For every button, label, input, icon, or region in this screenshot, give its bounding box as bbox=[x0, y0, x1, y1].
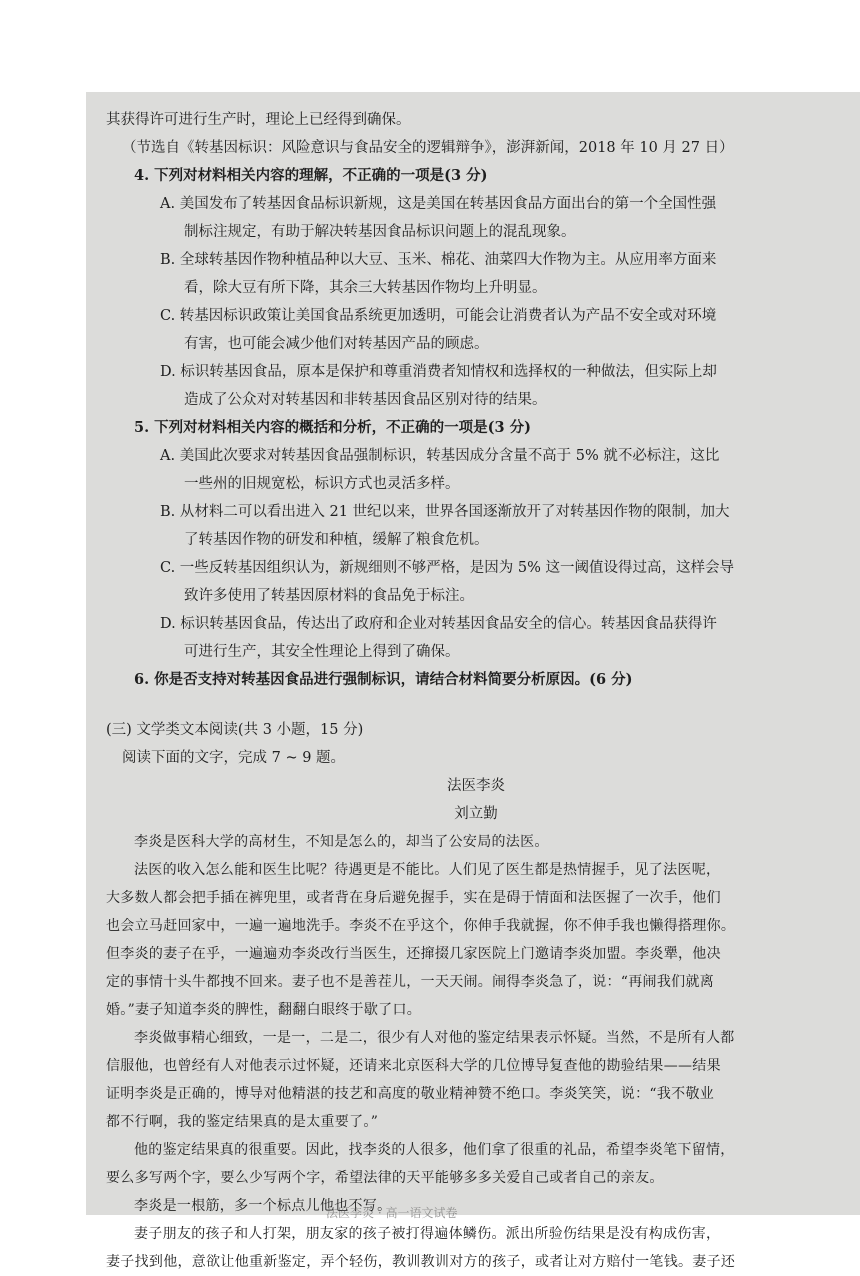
story-line: 但李炎的妻子在乎，一遍遍劝李炎改行当医生，还撺掇几家医院上门邀请李炎加盟。李炎犟，他决 bbox=[106, 946, 721, 962]
q5-option-b: B. 从材料二可以看出进入 21 世纪以来，世界各国逐渐放开了对转基因作物的限制，加大 bbox=[160, 504, 730, 520]
q5-option-d-cont: 可进行生产，其安全性理论上得到了确保。 bbox=[184, 644, 460, 660]
q4-option-d-cont: 造成了公众对对转基因和非转基因食品区别对待的结果。 bbox=[184, 392, 547, 408]
story-line: 证明李炎是正确的，博导对他精湛的技艺和高度的敬业精神赞不绝口。李炎笑笑，说：“我不敬业 bbox=[106, 1086, 715, 1102]
story-paragraph-2: 法医的收入怎么能和医生比呢？待遇更是不能比。人们见了医生都是热情握手，见了法医呢， bbox=[134, 862, 721, 878]
story-line: 要么多写两个字，要么少写两个字，希望法律的天平能够多多关爱自己或者自己的亲友。 bbox=[106, 1170, 664, 1186]
story-line: 也会立马赶回家中，一遍一遍地洗手。李炎不在乎这个，你伸手我就握，你不伸手我也懒得搭理你。 bbox=[106, 918, 736, 934]
q5-option-b-cont: 了转基因作物的研发和种植，缓解了粮食危机。 bbox=[184, 532, 489, 548]
question-4-stem: 4. 下列对材料相关内容的理解，不正确的一项是(3 分) bbox=[134, 167, 488, 184]
q4-option-c: C. 转基因标识政策让美国食品系统更加透明，可能会让消费者认为产品不安全或对环境 bbox=[160, 308, 717, 324]
story-author: 刘立勤 bbox=[454, 806, 498, 822]
q4-option-b-cont: 看，除大豆有所下降，其余三大转基因作物均上升明显。 bbox=[184, 280, 547, 296]
exam-page bbox=[86, 92, 860, 1270]
story-body bbox=[106, 828, 846, 1276]
carry-over-line: 其获得许可进行生产时，理论上已经得到确保。 bbox=[106, 112, 411, 128]
story-paragraph-3: 李炎做事精心细致，一是一，二是二，很少有人对他的鉴定结果表示怀疑。当然，不是所有人都 bbox=[134, 1030, 735, 1046]
q5-option-a: A. 美国此次要求对转基因食品强制标识，转基因成分含量不高于 5% 就不必标注，这比 bbox=[160, 448, 720, 464]
story-paragraph-1: 李炎是医科大学的高材生，不知是怎么的，却当了公安局的法医。 bbox=[134, 834, 549, 850]
q5-option-c-cont: 致许多使用了转基因原材料的食品免于标注。 bbox=[184, 588, 474, 604]
q4-option-a: A. 美国发布了转基因食品标识新规，这是美国在转基因食品方面出台的第一个全国性强 bbox=[160, 196, 717, 212]
story-paragraph-5: 李炎是一根筋，多一个标点儿他也不写。 bbox=[134, 1198, 392, 1214]
q4-option-b: B. 全球转基因作物种植品种以大豆、玉米、棉花、油菜四大作物为主。从应用率方面来 bbox=[160, 252, 717, 268]
story-line: 婚。”妻子知道李炎的脾性，翻翻白眼终于歇了口。 bbox=[106, 1002, 422, 1018]
question-6-stem: 6. 你是否支持对转基因食品进行强制标识，请结合材料简要分析原因。(6 分) bbox=[134, 671, 633, 688]
q5-option-a-cont: 一些州的旧规宽松，标识方式也灵活多样。 bbox=[184, 476, 460, 492]
q4-option-c-cont: 有害，也可能会减少他们对转基因产品的顾虑。 bbox=[184, 336, 489, 352]
story-line: 信服他，也曾经有人对他表示过怀疑，还请来北京医科大学的几位博导复查他的勘验结果——结果 bbox=[106, 1058, 721, 1074]
story-line: 大多数人都会把手插在裤兜里，或者背在身后避免握手，实在是碍于情面和法医握了一次手，他们 bbox=[106, 890, 721, 906]
story-line: 定的事情十头牛都拽不回来。妻子也不是善茬儿，一天天闹。闹得李炎急了，说：“再闹我们就离 bbox=[106, 974, 715, 990]
story-paragraph-4: 他的鉴定结果真的很重要。因此，找李炎的人很多，他们拿了很重的礼品，希望李炎笔下留情， bbox=[134, 1142, 735, 1158]
story-line: 妻子找到他，意欲让他重新鉴定，弄个轻伤，教训教训对方的孩子，或者让对方赔付一笔钱。妻子还 bbox=[106, 1254, 736, 1270]
page-text bbox=[106, 106, 846, 1276]
question-5-stem: 5. 下列对材料相关内容的概括和分析，不正确的一项是(3 分) bbox=[134, 419, 532, 436]
section-3-title: (三) 文学类文本阅读(共 3 小题，15 分) bbox=[106, 722, 364, 738]
source-citation: （节选自《转基因标识：风险意识与食品安全的逻辑辩争》，澎湃新闻，2018 年 10 月 27 日） bbox=[122, 140, 734, 156]
page-footer: 法医李炎 · 高一语文试卷 bbox=[326, 1206, 458, 1220]
q4-option-d: D. 标识转基因食品，原本是保护和尊重消费者知情权和选择权的一种做法，但实际上却 bbox=[160, 364, 717, 380]
section-3-instruction: 阅读下面的文字，完成 7 ~ 9 题。 bbox=[122, 750, 346, 766]
q5-option-c: C. 一些反转基因组织认为，新规细则不够严格，是因为 5% 这一阈值设得过高，这样会导 bbox=[160, 560, 735, 576]
story-paragraph-6: 妻子朋友的孩子和人打架，朋友家的孩子被打得遍体鳞伤。派出所验伤结果是没有构成伤害， bbox=[134, 1226, 721, 1242]
story-line: 都不行啊，我的鉴定结果真的是太重要了。” bbox=[106, 1114, 379, 1130]
story-title: 法医李炎 bbox=[447, 778, 505, 794]
q4-option-a-cont: 制标注规定，有助于解决转基因食品标识问题上的混乱现象。 bbox=[184, 224, 576, 240]
q5-option-d: D. 标识转基因食品，传达出了政府和企业对转基因食品安全的信心。转基因食品获得许 bbox=[160, 616, 717, 632]
